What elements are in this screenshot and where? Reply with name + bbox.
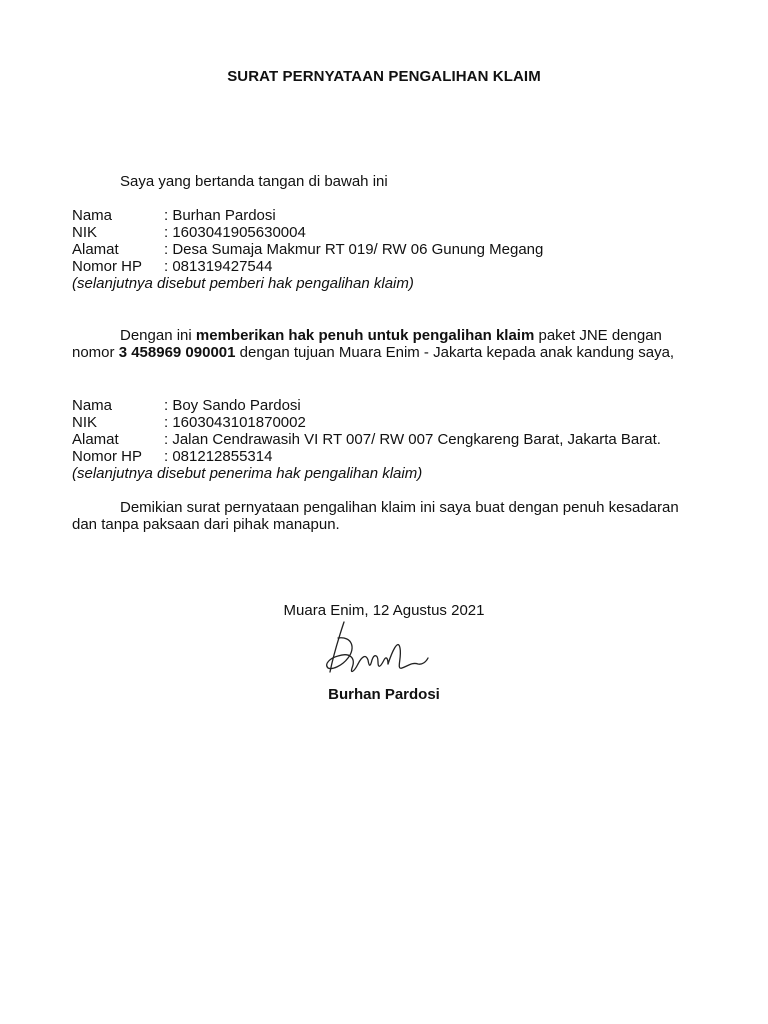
signer-name: Burhan Pardosi [328,686,440,703]
giver-phone-row [72,258,712,275]
document-title: SURAT PERNYATAAN PENGALIHAN KLAIM [227,68,541,85]
statement-text: Dengan ini [120,327,196,344]
giver-name-row [72,207,712,224]
field-label: NIK [72,414,98,431]
place-date: Muara Enim, 12 Agustus 2021 [283,602,485,619]
closing-text: Demikian surat pernyataan pengalihan klaim ini saya buat dengan penuh kesadaran dan tanpa paksaan dari pihak manapun. [72,499,679,533]
statement-emphasis: memberikan hak penuh untuk pengalihan klaim [195,327,535,344]
intro-text: Saya yang bertanda tangan di bawah ini [120,173,388,190]
field-value: : 081319427544 [164,258,273,275]
field-value: : Burhan Pardosi [164,207,276,224]
transfer-statement [72,327,692,361]
receiver-name-row [72,397,712,414]
field-value: : Boy Sando Pardosi [164,397,301,414]
receiver-nik-row [72,414,712,431]
statement-text: dengan tujuan Muara Enim - Jakarta kepada anak kandung saya, [235,344,675,361]
giver-note: (selanjutnya disebut pemberi hak pengalihan klaim) [72,275,414,292]
field-label: Alamat [72,241,119,258]
field-label: Nama [72,207,113,224]
field-label: Nomor HP [72,448,143,465]
giver-address-row [72,241,712,258]
field-value: : Desa Sumaja Makmur RT 019/ RW 06 Gunung Megang [164,241,544,258]
field-label: Nama [72,397,113,414]
receiver-note: (selanjutnya disebut penerima hak pengalihan klaim) [72,465,423,482]
field-value: : 1603043101870002 [164,414,306,431]
statement-text: paket JNE dengan nomor [72,327,662,361]
package-number: 3 458969 090001 [118,344,236,361]
receiver-phone-row [72,448,712,465]
field-value: : 1603041905630004 [164,224,306,241]
field-label: Alamat [72,431,119,448]
receiver-address-row [72,431,712,448]
giver-fields [72,207,712,292]
field-label: NIK [72,224,98,241]
field-value: : Jalan Cendrawasih VI RT 007/ RW 007 Cengkareng Barat, Jakarta Barat. [164,431,661,448]
giver-nik-row [72,224,712,241]
field-label: Nomor HP [72,258,143,275]
receiver-fields [72,397,712,482]
field-value: : 081212855314 [164,448,273,465]
handwritten-signature-icon [322,618,432,680]
